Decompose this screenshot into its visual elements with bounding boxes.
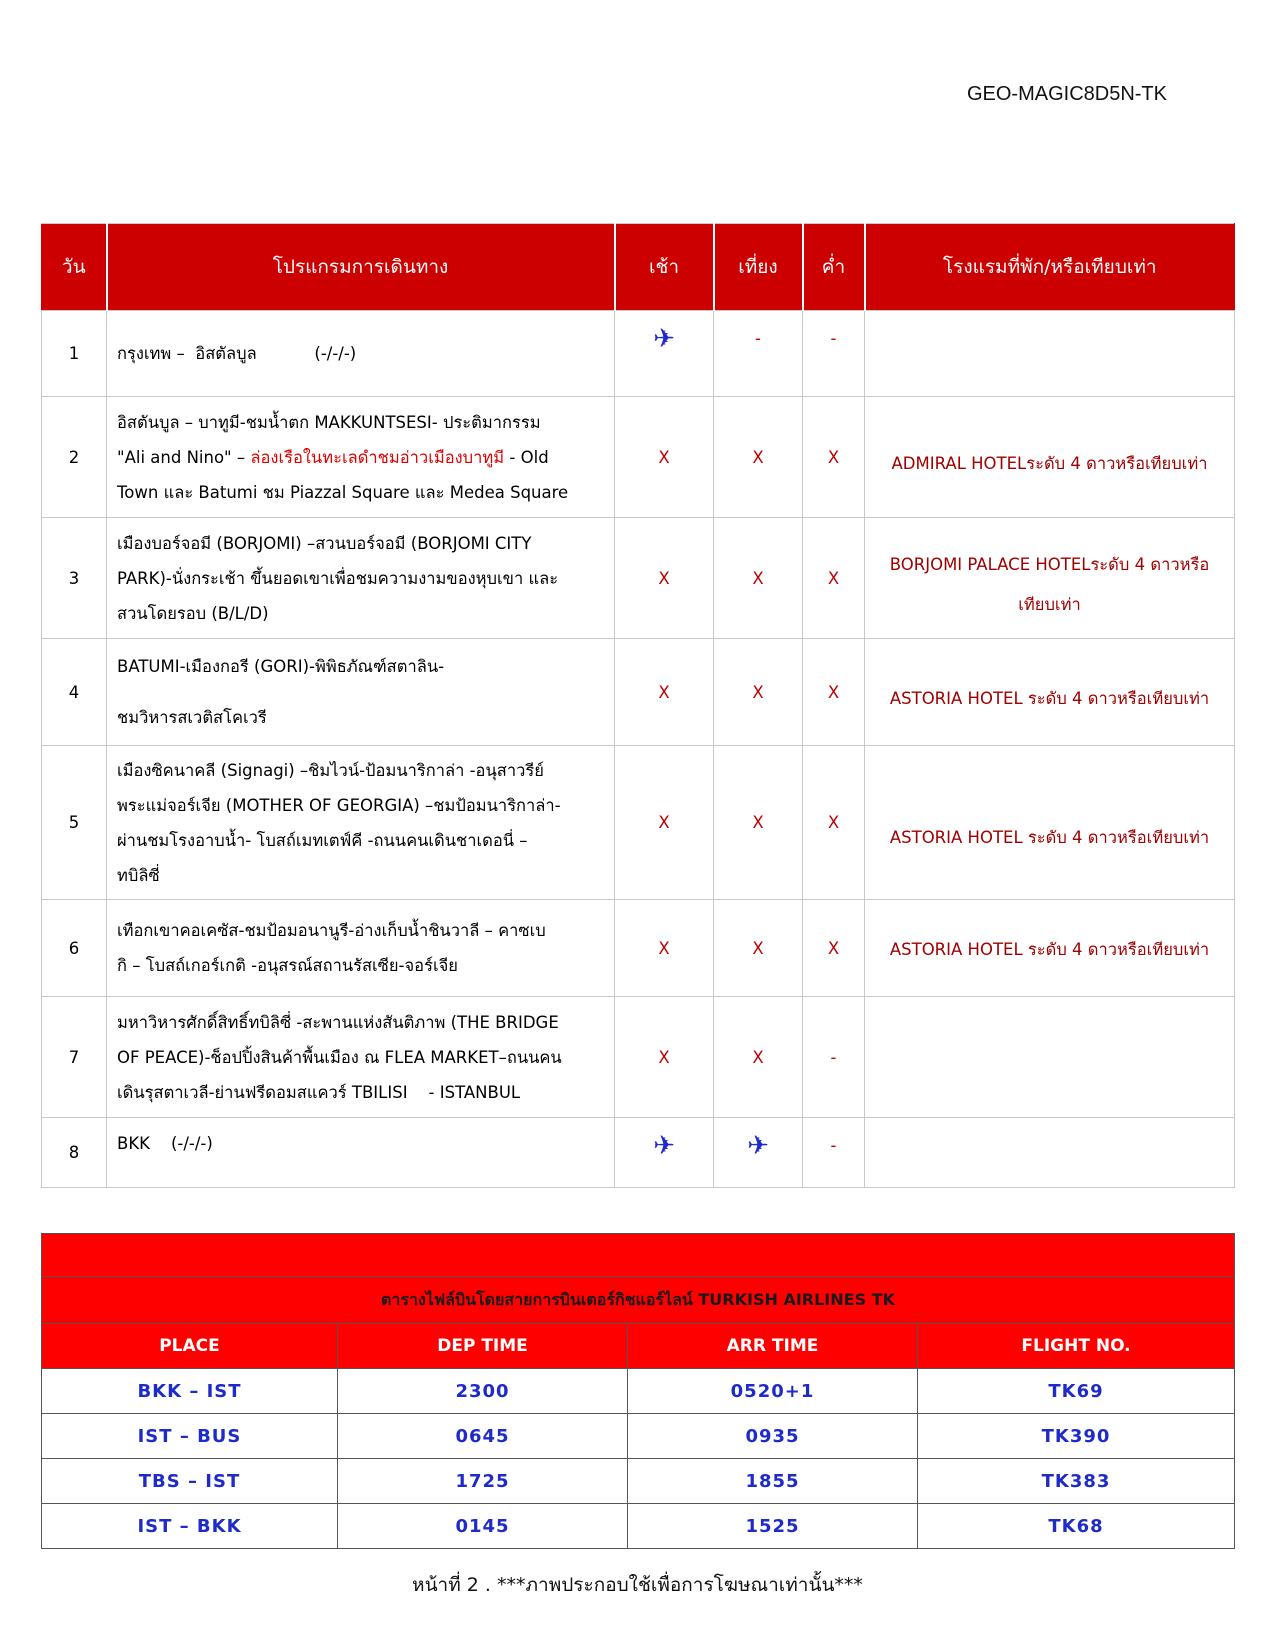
breakfast-cell xyxy=(615,1118,714,1188)
breakfast-cell: X xyxy=(615,900,714,997)
flight-row xyxy=(42,1504,1235,1549)
itinerary-row xyxy=(42,746,1235,900)
day-number: 3 xyxy=(42,518,107,639)
header-lunch: เที่ยง xyxy=(714,224,803,311)
dinner-cell: X xyxy=(803,518,865,639)
program-line: เดินรุสตาเวลี-ย่านฟรีดอมสแควร์ TBILISI - ISTANBUL xyxy=(117,1082,521,1102)
flight-place: TBS – IST xyxy=(42,1459,338,1504)
lunch-cell: X xyxy=(714,746,803,900)
flight-dep: 0145 xyxy=(338,1504,628,1549)
header-breakfast: เช้า xyxy=(615,224,714,311)
program-line: Town และ Batumi ชม Piazzal Square และ Medea Square xyxy=(117,482,569,502)
breakfast-cell: X xyxy=(615,518,714,639)
breakfast-cell xyxy=(615,311,714,397)
breakfast-cell: X xyxy=(615,746,714,900)
hotel-cell: ASTORIA HOTEL ระดับ 4 ดาวหรือเทียบเท่า xyxy=(865,639,1235,746)
header-arr-time: ARR TIME xyxy=(628,1324,918,1369)
program-text xyxy=(107,900,615,997)
flight-number: TK68 xyxy=(918,1504,1235,1549)
flight-header-row xyxy=(42,1324,1235,1369)
program-highlight: ล่องเรือในทะเลดำชมอ่าวเมืองบาทูมี xyxy=(250,447,505,467)
header-day: วัน xyxy=(42,224,107,311)
flight-arr: 1855 xyxy=(628,1459,918,1504)
itinerary-row xyxy=(42,518,1235,639)
dinner-cell xyxy=(803,1118,865,1188)
airplane-icon: ✈ xyxy=(653,324,675,354)
lunch-cell: X xyxy=(714,397,803,518)
program-line: เทือกเขาคอเคซัส-ชมป้อมอนานูรี-อ่างเก็บน้ำชินวาลี – คาซเบ xyxy=(117,921,546,940)
itinerary-row xyxy=(42,997,1235,1118)
lunch-cell: X xyxy=(714,518,803,639)
lunch-cell: X xyxy=(714,997,803,1118)
itinerary-row xyxy=(42,311,1235,397)
header-program: โปรแกรมการเดินทาง xyxy=(107,224,615,311)
flight-table-title: ตารางไฟล์บินโดยสายการบินเตอร์กิชแอร์ไลน์ TURKISH AIRLINES TK xyxy=(42,1277,1235,1324)
program-line: อิสตันบูล – บาทูมี-ชมน้ำตก MAKKUNTSESI- ประติมากรรม xyxy=(117,412,541,432)
program-line: เมืองบอร์จอมี (BORJOMI) –สวนบอร์จอมี (BORJOMI CITY xyxy=(117,533,532,553)
lunch-cell xyxy=(714,1118,803,1188)
itinerary-row xyxy=(42,1118,1235,1188)
header-flight-no: FLIGHT NO. xyxy=(918,1324,1235,1369)
day-number: 7 xyxy=(42,997,107,1118)
itinerary-row xyxy=(42,900,1235,997)
program-line: PARK)-นั่งกระเช้า ขึ้นยอดเขาเพื่อชมความงามของหุบเขา และ xyxy=(117,568,559,588)
hotel-cell xyxy=(865,311,1235,397)
program-text xyxy=(107,746,615,900)
program-line: กรุงเทพ – อิสตัลบูล (-/-/-) xyxy=(117,344,357,363)
airplane-icon: ✈ xyxy=(653,1131,675,1161)
flight-row xyxy=(42,1459,1235,1504)
day-number: 8 xyxy=(42,1118,107,1188)
flight-row xyxy=(42,1414,1235,1459)
lunch-cell xyxy=(714,311,803,397)
breakfast-cell: X xyxy=(615,397,714,518)
hotel-cell: ASTORIA HOTEL ระดับ 4 ดาวหรือเทียบเท่า xyxy=(865,746,1235,900)
header-hotel: โรงแรมที่พัก/หรือเทียบเท่า xyxy=(865,224,1235,311)
flight-arr: 1525 xyxy=(628,1504,918,1549)
document-code: GEO-MAGIC8D5N-TK xyxy=(966,83,1167,105)
dinner-cell: X xyxy=(803,639,865,746)
flight-table xyxy=(41,1233,1235,1549)
day-number: 4 xyxy=(42,639,107,746)
flight-row xyxy=(42,1369,1235,1414)
day-number: 2 xyxy=(42,397,107,518)
hotel-cell: ADMIRAL HOTELระดับ 4 ดาวหรือเทียบเท่า xyxy=(865,397,1235,518)
program-text xyxy=(107,1118,615,1188)
program-line: สวนโดยรอบ (B/L/D) xyxy=(117,603,269,623)
program-line xyxy=(117,440,604,475)
program-line: ชมวิหารสเวติสโคเวรี xyxy=(117,708,267,727)
program-segment: - Old xyxy=(504,447,549,467)
flight-title-row xyxy=(42,1277,1235,1324)
program-line: BATUMI-เมืองกอรี (GORI)-พิพิธภัณฑ์สตาลิน- xyxy=(117,657,445,676)
itinerary-table xyxy=(41,223,1235,1188)
header-place: PLACE xyxy=(42,1324,338,1369)
program-line: พระแม่จอร์เจีย (MOTHER OF GEORGIA) –ชมป้อมนาริกาล่า- xyxy=(117,795,561,815)
dinner-cell: X xyxy=(803,900,865,997)
breakfast-cell: X xyxy=(615,639,714,746)
flight-number: TK69 xyxy=(918,1369,1235,1414)
hotel-cell: BORJOMI PALACE HOTELระดับ 4 ดาวหรือเทียบเท่า xyxy=(865,518,1235,639)
meal-dash: - xyxy=(755,329,761,348)
flight-title-band xyxy=(42,1234,1235,1277)
flight-dep: 0645 xyxy=(338,1414,628,1459)
page-footer: หน้าที่ 2 . ***ภาพประกอบใช้เพื่อการโฆษณาเท่านั้น*** xyxy=(412,1574,863,1596)
header-dinner: ค่ำ xyxy=(803,224,865,311)
program-text xyxy=(107,397,615,518)
flight-place: IST – BUS xyxy=(42,1414,338,1459)
flight-dep: 1725 xyxy=(338,1459,628,1504)
flight-place: BKK – IST xyxy=(42,1369,338,1414)
hotel-cell xyxy=(865,997,1235,1118)
flight-arr: 0520+1 xyxy=(628,1369,918,1414)
program-line: OF PEACE)-ช็อปปิ้งสินค้าพื้นเมือง ณ FLEA MARKET–ถนนคน xyxy=(117,1047,562,1067)
flight-number: TK390 xyxy=(918,1414,1235,1459)
flight-arr: 0935 xyxy=(628,1414,918,1459)
meal-dash: - xyxy=(830,1136,837,1155)
lunch-cell: X xyxy=(714,639,803,746)
dinner-cell: - xyxy=(803,997,865,1118)
hotel-cell: ASTORIA HOTEL ระดับ 4 ดาวหรือเทียบเท่า xyxy=(865,900,1235,997)
program-line: ทบิลิซี่ xyxy=(117,865,160,885)
day-number: 1 xyxy=(42,311,107,397)
flight-number: TK383 xyxy=(918,1459,1235,1504)
flight-place: IST – BKK xyxy=(42,1504,338,1549)
dinner-cell: X xyxy=(803,746,865,900)
airplane-icon: ✈ xyxy=(747,1131,769,1161)
program-line: เมืองซิคนาคลี (Signagi) –ชิมไวน์-ป้อมนาริกาล่า -อนุสาวรีย์ xyxy=(117,760,544,780)
day-number: 5 xyxy=(42,746,107,900)
itinerary-row xyxy=(42,397,1235,518)
program-text xyxy=(107,311,615,397)
program-text xyxy=(107,997,615,1118)
hotel-cell xyxy=(865,1118,1235,1188)
program-line: ผ่านชมโรงอาบน้ำ- โบสถ์เมทเตฟ์คี -ถนนคนเดินชาเดอนี่ – xyxy=(117,830,528,850)
program-text xyxy=(107,639,615,746)
program-line: กิ – โบสถ์เกอร์เกติ -อนุสรณ์สถานรัสเซีย-จอร์เจีย xyxy=(117,956,458,975)
flight-title-spacer xyxy=(42,1234,1235,1277)
itinerary-header-row xyxy=(42,224,1235,311)
flight-dep: 2300 xyxy=(338,1369,628,1414)
program-line: BKK (-/-/-) xyxy=(117,1134,213,1153)
breakfast-cell: X xyxy=(615,997,714,1118)
header-dep-time: DEP TIME xyxy=(338,1324,628,1369)
program-segment: "Ali and Nino" – xyxy=(117,447,251,467)
program-line: มหาวิหารศักดิ์สิทธิ์ทบิลิซี่ -สะพานแห่งสันติภาพ (THE BRIDGE xyxy=(117,1012,559,1032)
day-number: 6 xyxy=(42,900,107,997)
lunch-cell: X xyxy=(714,900,803,997)
dinner-cell xyxy=(803,311,865,397)
program-text xyxy=(107,518,615,639)
meal-dash: - xyxy=(830,329,837,348)
itinerary-row xyxy=(42,639,1235,746)
dinner-cell: X xyxy=(803,397,865,518)
